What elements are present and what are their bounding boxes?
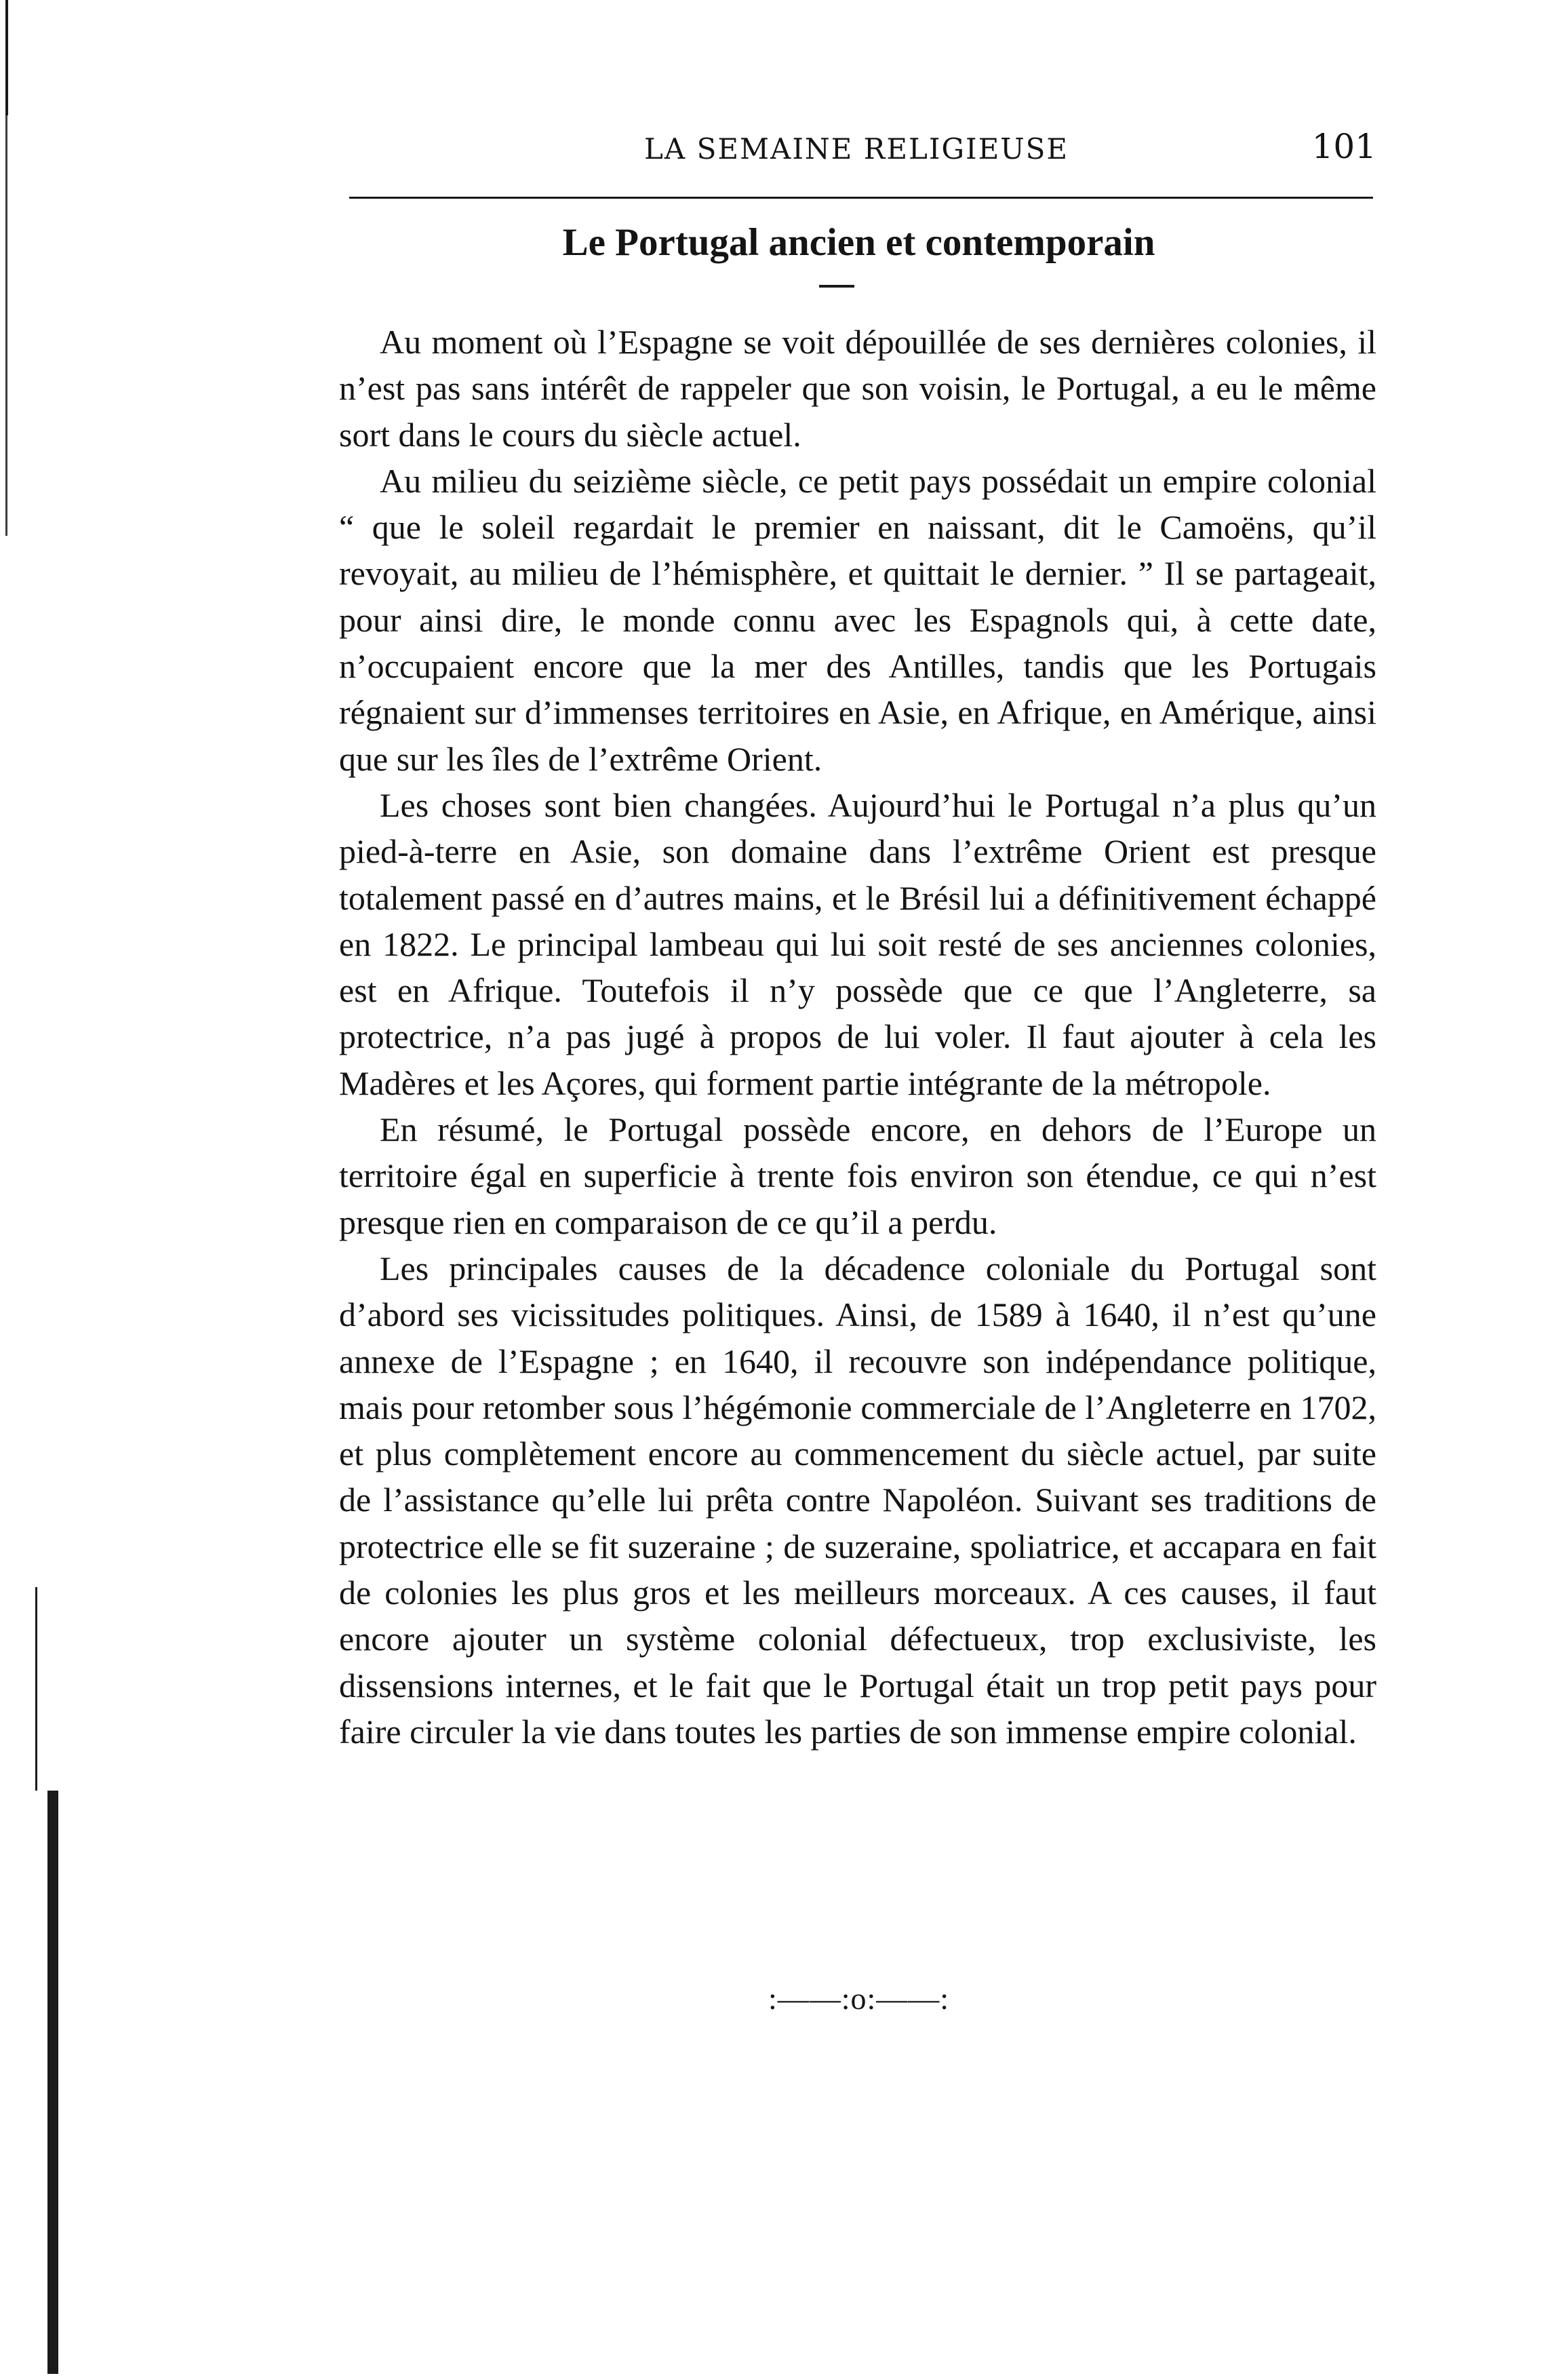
running-title: LA SEMAINE RELIGIEUSE <box>644 132 1069 165</box>
title-dash <box>819 285 854 288</box>
scan-margin-line-lower <box>35 1587 37 1791</box>
paragraph: Les choses sont bien changées. Aujourd’hui le Portugal n’a plus qu’un pied-à-terre en Asie, son domaine dans l’extrême Orient est presque totalement passé en d’autres mains, et le Brésil lui a définitivement échappé en 1822. Le principal lambeau qui lui soit resté de ses anciennes colonies, est en Afrique. Toutefois il n’y possède que ce que l’Angleterre, sa protectrice, n’a pas jugé à propos de lui voler. Il faut ajouter à cela les Madères et les Açores, qui forment partie intégrante de la métropole. <box>339 785 1376 1102</box>
paragraph: Au moment où l’Espagne se voit dépouillée de ses dernières colonies, il n’est pas sans intérêt de rappeler que son voisin, le Portugal, a eu le même sort dans le cours du siècle actuel. <box>339 323 1376 454</box>
end-separator: :——:o:——: <box>768 1981 950 2016</box>
paragraph: En résumé, le Portugal possède encore, en dehors de l’Europe un territoire égal en superficie à trente fois environ son étendue, ce qui n’est presque rien en comparaison de ce qu’il a perdu. <box>339 1110 1376 1241</box>
page-number: 101 <box>1311 127 1376 166</box>
scan-margin-line-top <box>5 0 8 115</box>
article-title: Le Portugal ancien et contemporain <box>562 221 1155 264</box>
paragraph: Au milieu du seizième siècle, ce petit pays possédait un empire colonial “ que le soleil regardait le premier en naissant, dit le Camoëns, qu’il revoyait, au milieu de l’hémisphère, et quittait le dernier. ” Il se partageait, pour ainsi dire, le monde connu avec les Espagnols qui, à cette date, n’occupaient encore que la mer des Antilles, tandis que les Portugais régnaient sur d’immenses territoires en Asie, en Afrique, en Amérique, ainsi que sur les îles de l’extrême Orient. <box>339 461 1376 778</box>
header-rule <box>349 197 1373 199</box>
article-body <box>339 319 1376 1755</box>
paragraph: Les principales causes de la décadence coloniale du Portugal sont d’abord ses vicissitudes politiques. Ainsi, de 1589 à 1640, il n’est qu’une annexe de l’Espagne ; en 1640, il recouvre son indépendance politique, mais pour retomber sous l’hégémonie commerciale de l’Angleterre en 1702, et plus complètement encore au commencement du siècle actuel, par suite de l’assistance qu’elle lui prêta contre Napoléon. Suivant ses traditions de protectrice elle se fit suzeraine ; de suzeraine, spoliatrice, et accapara en fait de colonies les plus gros et les meilleurs morceaux. A ces causes, il faut encore ajouter un système colonial défectueux, trop exclusiviste, les dissensions internes, et le fait que le Portugal était un trop petit pays pour faire circuler la vie dans toutes les parties de son immense empire colonial. <box>339 1249 1376 1751</box>
scan-margin-line-bottom <box>47 1791 58 2374</box>
page-header <box>346 127 1376 180</box>
scan-margin-line-mid <box>5 115 7 536</box>
